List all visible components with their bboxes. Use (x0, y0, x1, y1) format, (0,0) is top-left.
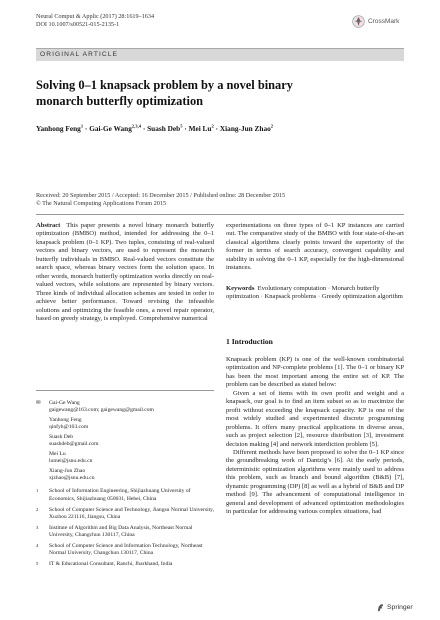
introduction-body (226, 356, 404, 517)
body-paragraph: Knapsack problem (KP) is one of the well-known combinatorial optimization and NP-complete problems [1]. The 0–1 or binary KP has been the most important among the entire set of KP. The problem can be described as stated below: (226, 356, 404, 389)
affiliation-number: 5 (36, 560, 39, 566)
contact-email[interactable]: suashdeb@gmail.com (49, 441, 99, 448)
author-separator: · (213, 124, 220, 134)
author-contact (36, 417, 214, 431)
abstract (36, 222, 214, 323)
keywords (226, 285, 404, 302)
contact-name: Gai-Ge Wang (49, 400, 80, 406)
affiliation (36, 488, 214, 502)
author-list (36, 124, 273, 133)
contact-email[interactable]: lumei@jsnu.edu.cn (49, 458, 93, 465)
author-affiliation-marker: 2 (270, 124, 274, 129)
author-name[interactable]: Xiang-Jun Zhao$^2$ (219, 124, 274, 134)
author-contact (36, 434, 214, 448)
crossmark-label: CrossMark (368, 18, 400, 25)
abstract-continued (226, 222, 404, 273)
abstract-continued-text: experimentations on three types of 0–1 KP instances are carried out. The comparative study of the BMBO with four state-of-the-art classical algorithms clearly points toward the superiority of the former in terms of search accuracy, convergent capability and stability in solving the 0–1 KP, especially for the high-dimensional instances. (226, 222, 404, 272)
publisher-name: Springer (387, 604, 413, 611)
springer-horse-icon (376, 603, 385, 612)
footnote-divider (36, 390, 214, 391)
author-contact (36, 400, 214, 414)
body-paragraph: Given a set of items with its own profit and weight and a knapsack, our goal is to find an item subset so as to maximize the profit without exceeding the knapsack capacity. KP is one of the most widely studied and experimented discrete programming problems. It offers many practical applications in diverse areas, such as project selection [2], resource distribution [3], investment decision making [4] and network interdiction problem [5]. (226, 389, 404, 448)
affiliation-text: Institute of Algorithm and Big Data Analysis, Northeast Normal University, Changchun 130117, China (49, 524, 193, 538)
affiliation-text: School of Computer Science and Technology, Jiangsu Normal University, Xuzhou 221116, Jiangsu, China (49, 506, 215, 520)
copyright-notice: © The Natural Computing Applications Forum 2015 (36, 200, 167, 207)
crossmark-badge[interactable] (352, 15, 399, 28)
affiliation (36, 525, 214, 539)
author-footnotes (36, 400, 214, 572)
affiliation-text: School of Information Engineering, Shijiazhuang University of Economics, Shijiazhuang 050031, Hebei, China (49, 488, 191, 502)
contact-name: Suash Deb (49, 434, 74, 441)
journal-citation: Neural Comput & Applic (2017) 28:1619–1634 (36, 13, 155, 20)
author-contact (36, 468, 214, 482)
divider (36, 214, 404, 215)
author-separator: · (182, 124, 189, 134)
author-affiliation-marker: 2,3,4 (131, 124, 142, 129)
received-accepted-published: Received: 20 September 2015 / Accepted: 16 December 2015 / Published online: 28 December 2015 (36, 192, 286, 199)
keywords-text: Evolutionary computation · Monarch butterfly optimization · Knapsack problems · Greedy optimization algorithm (226, 285, 403, 301)
affiliation-text: IT & Educational Consultant, Ranchi, Jharkhand, India (49, 560, 173, 567)
contact-email[interactable]: xjzhao@jsnu.edu.cn (49, 475, 95, 482)
affiliation-number: 1 (36, 488, 39, 494)
author-separator: · (83, 124, 90, 134)
contact-name: Yanhong Feng (49, 417, 82, 424)
article-type-band (36, 48, 404, 61)
abstract-label: Abstract (36, 222, 61, 229)
affiliation-number: 2 (36, 506, 39, 512)
abstract-text: This paper presents a novel binary monarch butterfly optimization (BMBO) method, intended for addressing the 0–1 knapsack problem (0–1 KP). Two tuples, consisting of real-valued vectors and binary vectors, are used to represent the monarch butterfly individuals in BMBO. Real-valued vectors constitute the search space, whereas binary vectors form the solution space. In other words, monarch butterfly optimization works directly on real-valued vectors, while solutions are represented by binary vectors. Three kinds of individual allocation schemes are tested in order to achieve better performance. Toward revising the infeasible solutions and optimizing the feasible ones, a novel repair operator, based on greedy strategy, is employed. Comprehensive numerical (36, 222, 214, 322)
contact-email[interactable]: qinfyh@163.com (49, 424, 89, 431)
body-paragraph: Different methods have been proposed to solve the 0–1 KP since the groundbreaking work of Dantzig’s [6]. At the early periods, deterministic optimization algorithms were mainly used to address this problem, such as branch and bound algorithm (B&B) [7], dynamic programming (DP) [8] as well as a hybrid of B&B and DP method [9]. The advancement of computational intelligence in general and development of advanced optimization methodologies in particular for addressing various complex situations, had (226, 448, 404, 516)
contact-name: Xiang-Jun Zhao (49, 468, 86, 475)
affiliation (36, 561, 214, 568)
affiliation-number: 4 (36, 542, 39, 548)
author-contact (36, 451, 214, 465)
author-affiliation-marker: 2 (211, 124, 214, 129)
author-name[interactable]: Gai-Ge Wang$^{2,3,4}$ (89, 124, 142, 134)
contact-email[interactable]: gaigewang@163.com; gaigewang@gmail.com (49, 407, 154, 414)
paper-title: Solving 0–1 knapsack problem by a novel binary monarch butterfly optimization (36, 78, 293, 108)
publication-dates (36, 192, 285, 208)
journal-header (36, 13, 154, 29)
article-type: ORIGINAL ARTICLE (40, 51, 119, 58)
keywords-label: Keywords (226, 285, 255, 292)
affiliation (36, 507, 214, 521)
affiliation-text: School of Computer Science and Information Technology, Northeast Normal University, Changchun 130117, China (49, 542, 203, 556)
section-heading: 1 Introduction (226, 337, 273, 346)
author-name[interactable]: Mei Lu$^2$ (188, 124, 214, 134)
doi[interactable]: DOI 10.1007/s00521-015-2135-1 (36, 21, 120, 28)
author-separator: · (141, 124, 148, 134)
affiliation-number: 3 (36, 524, 39, 530)
publisher-logo (376, 603, 413, 612)
author-affiliation-marker: 1 (80, 124, 84, 129)
crossmark-icon (352, 15, 365, 28)
contact-name: Mei Lu (49, 451, 66, 458)
author-affiliation-marker: 5 (180, 124, 183, 129)
author-name[interactable]: Suash Deb$^5$ (147, 124, 183, 134)
affiliation (36, 543, 214, 557)
author-name[interactable]: Yanhong Feng$^1$ (36, 124, 84, 134)
envelope-icon: ✉ (36, 400, 41, 406)
